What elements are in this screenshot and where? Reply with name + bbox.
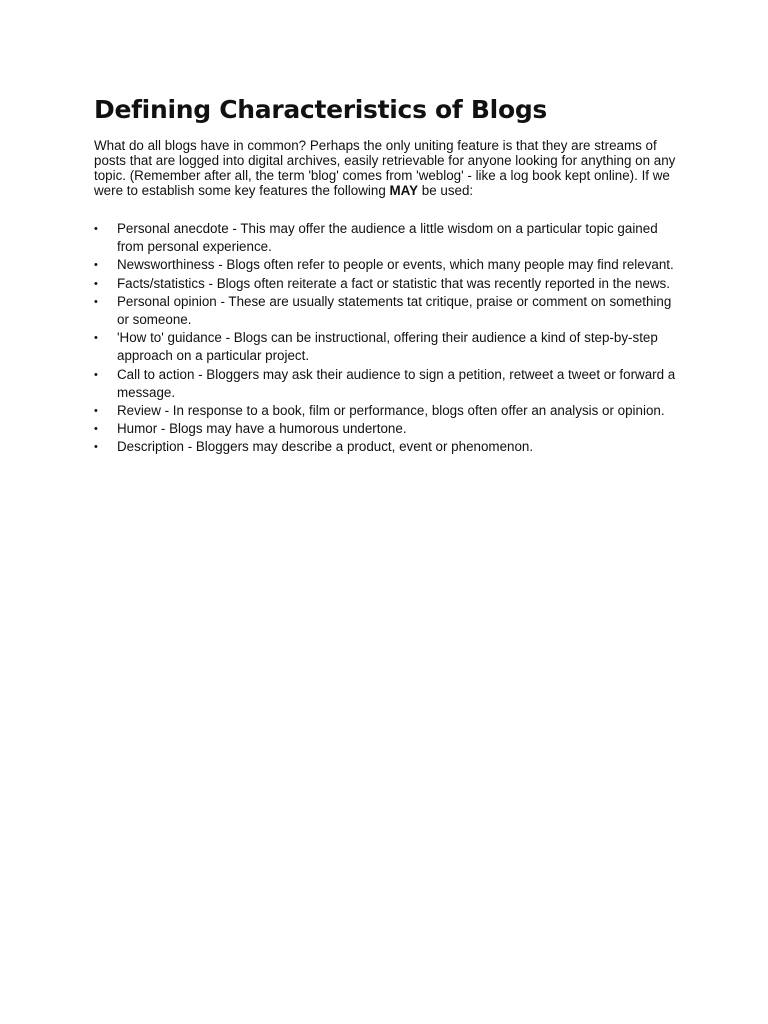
list-item [94,256,678,274]
list-item [94,293,678,329]
bullet-icon: • [94,223,98,235]
list-item [94,402,678,420]
bullet-icon: • [94,295,98,308]
characteristics-list [94,220,678,457]
list-item-text: Personal opinion - These are usually statements tat critique, praise or comment on something or someone. [117,293,672,328]
bullet-icon: • [94,368,98,381]
list-item [94,220,678,256]
document-page [94,94,678,457]
list-item-text: Facts/statistics - Blogs often reiterate a fact or statistic that was recently reported in the news. [117,275,670,291]
bullet-icon: • [94,405,98,418]
bullet-icon: • [94,277,98,290]
document-title: Defining Characteristics of Blogs [94,95,547,124]
intro-paragraph [94,138,678,198]
list-item [94,420,678,438]
list-item-text: Newsworthiness - Blogs often refer to people or events, which many people may find relevant. [117,257,674,273]
list-item [94,366,678,402]
bullet-icon: • [94,259,98,272]
list-item [94,275,678,293]
list-item-text: Personal anecdote - This may offer the audience a little wisdom on a particular topic gained from personal experience. [117,221,658,255]
list-item-text: Call to action - Bloggers may ask their audience to sign a petition, retweet a tweet or forward a message. [117,366,676,400]
list-item-text: Description - Bloggers may describe a product, event or phenomenon. [117,439,534,455]
list-item [94,329,678,365]
list-item-text: Review - In response to a book, film or performance, blogs often offer an analysis or opinion. [117,403,665,419]
bullet-icon: • [94,332,98,345]
list-item-text: 'How to' guidance - Blogs can be instructional, offering their audience a kind of step-by-step approach on a particular project. [117,330,658,364]
intro-emphasis: MAY [389,183,419,198]
intro-text: What do all blogs have in common? Perhaps the only uniting feature is that they are streams of posts that are logged into digital archives, easily retrievable for anyone looking for anything on any topic. (Remember after all, the term 'blog' comes from 'weblog' - like a log book kept online). If we were to establish some key features the following [94,138,676,198]
list-item [94,438,678,456]
intro-text-end: be used: [418,183,474,198]
list-item-text: Humor - Blogs may have a humorous undertone. [117,421,407,437]
bullet-icon: • [94,441,98,454]
bullet-icon: • [94,423,98,436]
